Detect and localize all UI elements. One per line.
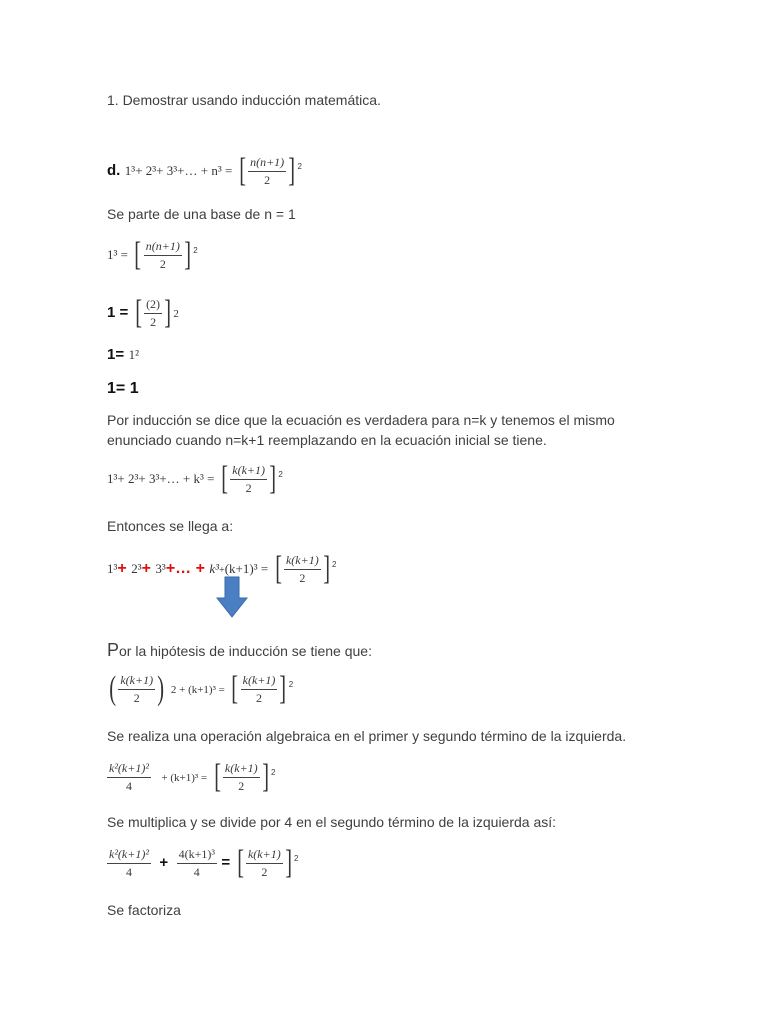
term-3: 3³ (155, 561, 166, 577)
equation-k-numerator: k(k+1) (230, 463, 267, 480)
equation-multiply-equals: = (221, 854, 231, 872)
equation-one-numerator: (2) (144, 297, 162, 314)
equation-d-exponent: 2 (297, 161, 302, 171)
equation-k: 1³+ 2³+ 3³+… + k³ = [ $\frac{k(k+1)}{2}$ ] $^2$ (107, 460, 283, 497)
equation-k-lhs: 1³+ 2³+ 3³+… + k³ = (107, 471, 215, 487)
equation-square-rhs: 1² (128, 347, 139, 362)
induction-paragraph-line-1: Por inducción se dice que la ecuación es verdadera para n=k y tenemos el mismo (107, 412, 615, 428)
equation-operation: $\frac{\text{k²(k+1)²}}{4}$ + (k+1)³ = [ $\frac{k(k+1)}{2}$ ] $^2$ (109, 758, 276, 795)
equation-multiply-numerator: k²(k+1)² (107, 847, 151, 864)
hipotesis-rest: or la hipótesis de inducción se tiene que: (119, 643, 372, 659)
equation-d-numerator: n(n+1) (248, 155, 286, 172)
operacion-line: Se realiza una operación algebraica en el primer y segundo término de la izquierda. (107, 728, 627, 744)
equation-hypothesis-exponent: 2 (288, 679, 294, 689)
induction-paragraph-line-2: enunciado cuando n=k+1 reemplazando en la ecuación inicial se tiene. (107, 432, 547, 448)
equation-operation-rhs-numerator: k(k+1) (223, 761, 260, 778)
multiplica-line: Se multiplica y se divide por 4 en el segundo término de la izquierda así: (107, 814, 557, 830)
item-label: d. (107, 162, 121, 180)
equation-base-lhs: 1³ = (107, 247, 128, 263)
entonces-line: Entonces se llega a: (107, 518, 234, 534)
equation-k-exponent: 2 (278, 469, 283, 479)
term-1: 1³ (107, 561, 118, 577)
plus-2: + (141, 560, 151, 578)
problem-heading: 1. Demostrar usando inducción matemática. (107, 92, 381, 108)
plus-1: + (117, 560, 127, 578)
down-arrow-icon (216, 576, 248, 623)
equation-base-denominator: 2 (159, 256, 166, 271)
term-2: 2³ (131, 561, 142, 577)
hipotesis-initial: P (107, 640, 120, 660)
equation-hypothesis-rhs-numerator: k(k+1) (241, 673, 278, 690)
equation-square-lhs: 1= (107, 346, 125, 363)
equation-multiply: $\frac{\text{k²(k+1)²}}{4}$ + $\frac{\text{4(k+1)³}}{4}$ = [ $\frac{k(k+1)}{2}$ ] $^2$ (109, 844, 299, 881)
term-4: k³ (209, 561, 220, 577)
hipotesis-line (107, 640, 372, 661)
plus-4: + (219, 565, 225, 577)
equation-base-exponent: 2 (193, 245, 198, 255)
equation-operation-exponent: 2 (271, 767, 276, 777)
plus-3: +… + (165, 560, 205, 578)
equation-multiply-rhs-denominator: 2 (261, 864, 268, 879)
base-line: Se parte de una base de n = 1 (107, 206, 296, 222)
equation-multiply-numerator-b: 4(k+1)³ (177, 847, 217, 864)
equation-one-denominator: 2 (150, 314, 157, 329)
equation-multiply-denominator-b: 4 (193, 864, 200, 879)
equation-one-lhs: 1 = (107, 304, 129, 322)
equation-one-exponent: 2 (173, 308, 179, 321)
equation-base: 1³ = [ $\frac{n(n+1)}{2}$ ] $^2$ (107, 236, 198, 273)
equation-k-plus-1: 1³+ 2³+ 3³+… + k³+(k+1)³ = [ $\frac{k(k+1)}{2}$ ] $^2$ (107, 550, 337, 587)
equation-k-plus-1-exponent: 2 (332, 559, 337, 569)
equation-d-denominator: 2 (264, 172, 271, 187)
equation-hypothesis-rhs-denominator: 2 (256, 690, 263, 705)
equation-one: 1 = [ $\frac{(2)}{2}$ ] 2 (107, 294, 179, 331)
equation-hypothesis-denominator: 2 (133, 690, 140, 705)
equation-square (107, 346, 139, 364)
equation-hypothesis: ( $\frac{k(k+1)}{2}$ ) 2 + (k+1)³ = [ $\frac{k(k+1)}{2}$ ] $^2$ (109, 670, 294, 707)
equation-multiply-rhs-numerator: k(k+1) (246, 847, 283, 864)
equation-operation-denominator: 4 (125, 778, 132, 793)
term-5: (k+1)³ = (224, 561, 269, 577)
equation-hypothesis-numerator: k(k+1) (118, 673, 155, 690)
equation-base-numerator: n(n+1) (144, 239, 182, 256)
equation-k-denominator: 2 (245, 480, 252, 495)
equation-d-lhs: 1³+ 2³+ 3³+… + n³ = (124, 163, 233, 179)
equation-hypothesis-middle: 2 + (k+1)³ = (170, 684, 225, 697)
equation-operation-rhs-denominator: 2 (238, 778, 245, 793)
equation-multiply-plus: + (159, 854, 169, 872)
equation-operation-middle: + (k+1)³ = (161, 772, 208, 785)
equation-d: d. 1³+ 2³+ 3³+… + n³ = [ $\frac{n(n+1)}{2}$ ] $^2$ (107, 152, 302, 189)
equation-multiply-denominator: 4 (125, 864, 132, 879)
equation-operation-numerator: k²(k+1)² (107, 761, 151, 778)
factoriza-line: Se factoriza (107, 902, 181, 918)
equation-final: 1= 1 (107, 380, 139, 397)
equation-multiply-exponent: 2 (294, 853, 299, 863)
equation-k-plus-1-denominator: 2 (299, 570, 306, 585)
equation-k-plus-1-numerator: k(k+1) (284, 553, 321, 570)
